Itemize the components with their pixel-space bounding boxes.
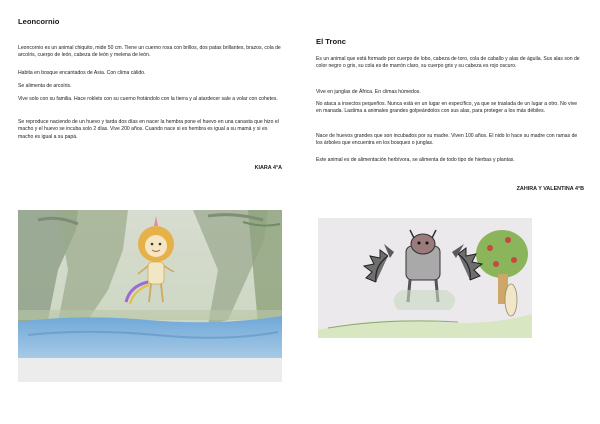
- el-tronc-drawing: [318, 218, 532, 338]
- right-paragraph-1: Es un animal que está formado por cuerpo de lobo, cabeza de toro, cola de caballo y alas de águila. Sus alas son de color negro o gris, su cola es de marrón claro, su cuerpo gris y su cabeza es rojo oscuro.: [316, 56, 580, 70]
- leoncornio-drawing: [18, 210, 282, 382]
- left-title: Leoncornio: [18, 17, 60, 26]
- right-paragraph-2: Vive en junglas de África. En climas húmedos.: [316, 89, 421, 95]
- left-paragraph-4: Vive solo con su familia. Hace roklets con su cuerno frotándolo con la tierra y al atardecer sale a volar con cohetes.: [18, 96, 278, 102]
- left-paragraph-2: Habita en bosque encantados de Asia. Con clima cálido.: [18, 70, 146, 76]
- left-paragraph-1: Leoncornio es un animal chiquito, mide 50 cm. Tiene un cuerno rosa con brillos, dos patas brillantes, brazos, cola de arcoíris, cuerpo de león, cabeza de león y melena de león.: [18, 45, 281, 59]
- leoncornio-drawing-image: [18, 210, 282, 382]
- left-paragraph-3: Se alimenta de arcoíris.: [18, 83, 72, 89]
- left-paragraph-5: Se reproduce naciendo de un huevo y tarda dos días en nacer la hembra pone el huevo en una canasta que hizo el macho y el huevo se incuba solo 2 días. Vive 200 años. Cuando nace si es hembra es igual a su mamá y si es macho es igual a su papá.: [18, 119, 279, 140]
- right-paragraph-3: No ataca a insectos pequeños. Nunca está en un lugar en específico, ya que se traslada de un lugar a otro. No vive en manada. Lastima a animales grandes golpeándolos con sus alas, para proteger a los más débiles.: [316, 101, 578, 115]
- right-title: El Tronc: [316, 37, 346, 46]
- right-paragraph-4: Nace de huevos grandes que son incubados por su madre. Viven 100 años. El nido lo hace su madre con ramas de los árboles que encuentra en los bosques o junglas.: [316, 133, 578, 147]
- el-tronc-drawing-image: [318, 218, 532, 338]
- left-signature: KIARA 4°A: [254, 165, 282, 171]
- right-paragraph-5: Este animal es de alimentación herbívora, se alimenta de todo tipo de hierbas y plantas.: [316, 157, 515, 163]
- right-signature: ZAHIRA Y VALENTINA 4°B: [516, 186, 584, 192]
